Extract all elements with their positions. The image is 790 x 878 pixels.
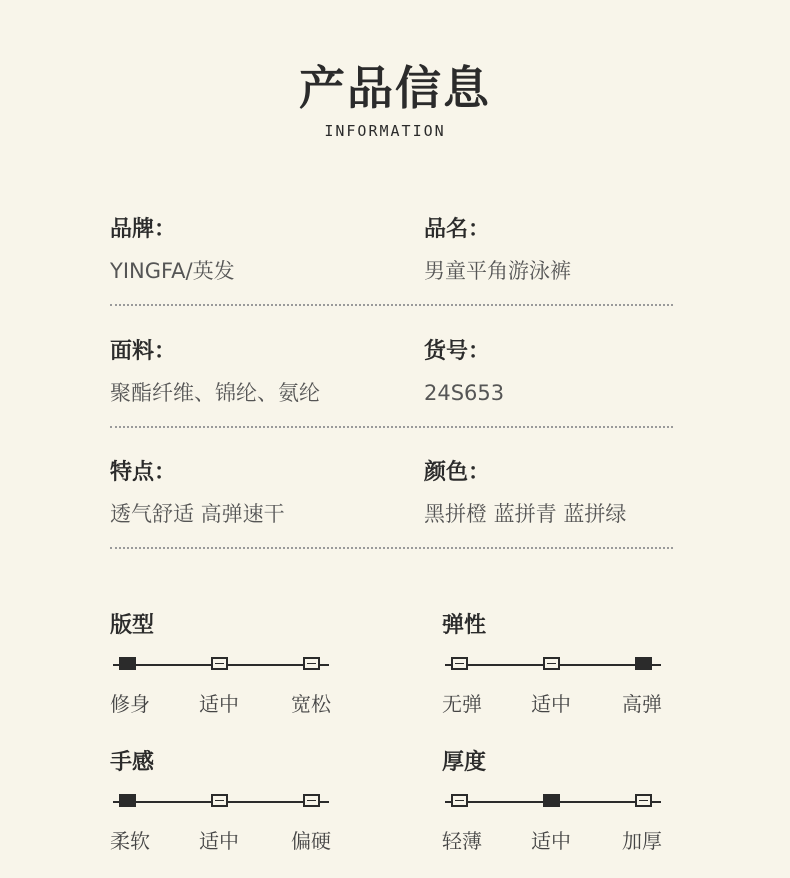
info-fabric bbox=[110, 336, 320, 408]
scale-marker-selected bbox=[635, 657, 652, 670]
info-row-1 bbox=[110, 214, 673, 306]
scale-marker-bar bbox=[307, 663, 316, 664]
scale-marker-bar bbox=[307, 800, 316, 801]
scale-option-label: 适中 bbox=[199, 829, 239, 853]
info-value: 透气舒适 高弹速干 bbox=[110, 502, 285, 526]
info-value: 聚酯纤维、锦纶、氨纶 bbox=[110, 381, 320, 405]
info-label: 特点： bbox=[110, 460, 177, 485]
scale-option-label: 适中 bbox=[531, 829, 571, 853]
scale-marker-selected bbox=[543, 794, 560, 807]
scale-marker-bar bbox=[547, 663, 556, 664]
scale-marker-bar bbox=[215, 800, 224, 801]
scale-option-label: 高弹 bbox=[622, 692, 662, 716]
scale-marker bbox=[635, 794, 652, 807]
scale-thickness bbox=[442, 748, 682, 868]
scale-marker-selected bbox=[119, 657, 136, 670]
scale-option-label: 适中 bbox=[531, 692, 571, 716]
scale-option-label: 修身 bbox=[110, 692, 150, 716]
scale-option-label: 轻薄 bbox=[442, 829, 482, 853]
info-label: 货号： bbox=[424, 339, 491, 364]
page-subtitle: INFORMATION bbox=[324, 122, 446, 140]
info-item-number bbox=[424, 336, 504, 408]
info-label: 品牌： bbox=[110, 217, 177, 242]
info-product-name bbox=[424, 214, 571, 286]
scale-option-label: 偏硬 bbox=[291, 829, 331, 853]
info-label: 颜色： bbox=[424, 460, 491, 485]
info-brand bbox=[110, 214, 235, 286]
info-label: 品名： bbox=[424, 217, 491, 242]
page-title: 产品信息 bbox=[299, 61, 491, 115]
info-value: 男童平角游泳裤 bbox=[424, 259, 571, 283]
scale-marker bbox=[211, 794, 228, 807]
scale-marker bbox=[451, 657, 468, 670]
scale-title: 厚度 bbox=[442, 750, 487, 775]
scale-option-label: 无弹 bbox=[442, 692, 482, 716]
scale-option-label: 加厚 bbox=[622, 829, 662, 853]
scale-marker bbox=[211, 657, 228, 670]
info-colors bbox=[424, 457, 626, 529]
scale-marker-selected bbox=[119, 794, 136, 807]
scale-marker-bar bbox=[455, 663, 464, 664]
info-row-3 bbox=[110, 457, 673, 549]
scale-option-label: 宽松 bbox=[291, 692, 331, 716]
scale-title: 版型 bbox=[110, 613, 155, 638]
scale-feel bbox=[110, 748, 350, 868]
scale-elasticity bbox=[442, 611, 682, 731]
scale-title: 弹性 bbox=[442, 613, 487, 638]
scale-option-label: 适中 bbox=[199, 692, 239, 716]
scale-marker-bar bbox=[455, 800, 464, 801]
scale-marker bbox=[543, 657, 560, 670]
scale-fit bbox=[110, 611, 350, 731]
scale-marker-bar bbox=[215, 663, 224, 664]
info-value: YINGFA/英发 bbox=[110, 259, 235, 283]
scale-marker bbox=[303, 794, 320, 807]
scale-marker bbox=[451, 794, 468, 807]
scale-title: 手感 bbox=[110, 750, 155, 775]
info-label: 面料： bbox=[110, 339, 177, 364]
info-value: 24S653 bbox=[424, 381, 505, 405]
scale-marker-bar bbox=[639, 800, 648, 801]
info-row-2 bbox=[110, 336, 673, 428]
scale-option-label: 柔软 bbox=[110, 829, 150, 853]
scale-marker bbox=[303, 657, 320, 670]
info-value: 黑拼橙 蓝拼青 蓝拼绿 bbox=[424, 502, 627, 526]
info-features bbox=[110, 457, 285, 529]
